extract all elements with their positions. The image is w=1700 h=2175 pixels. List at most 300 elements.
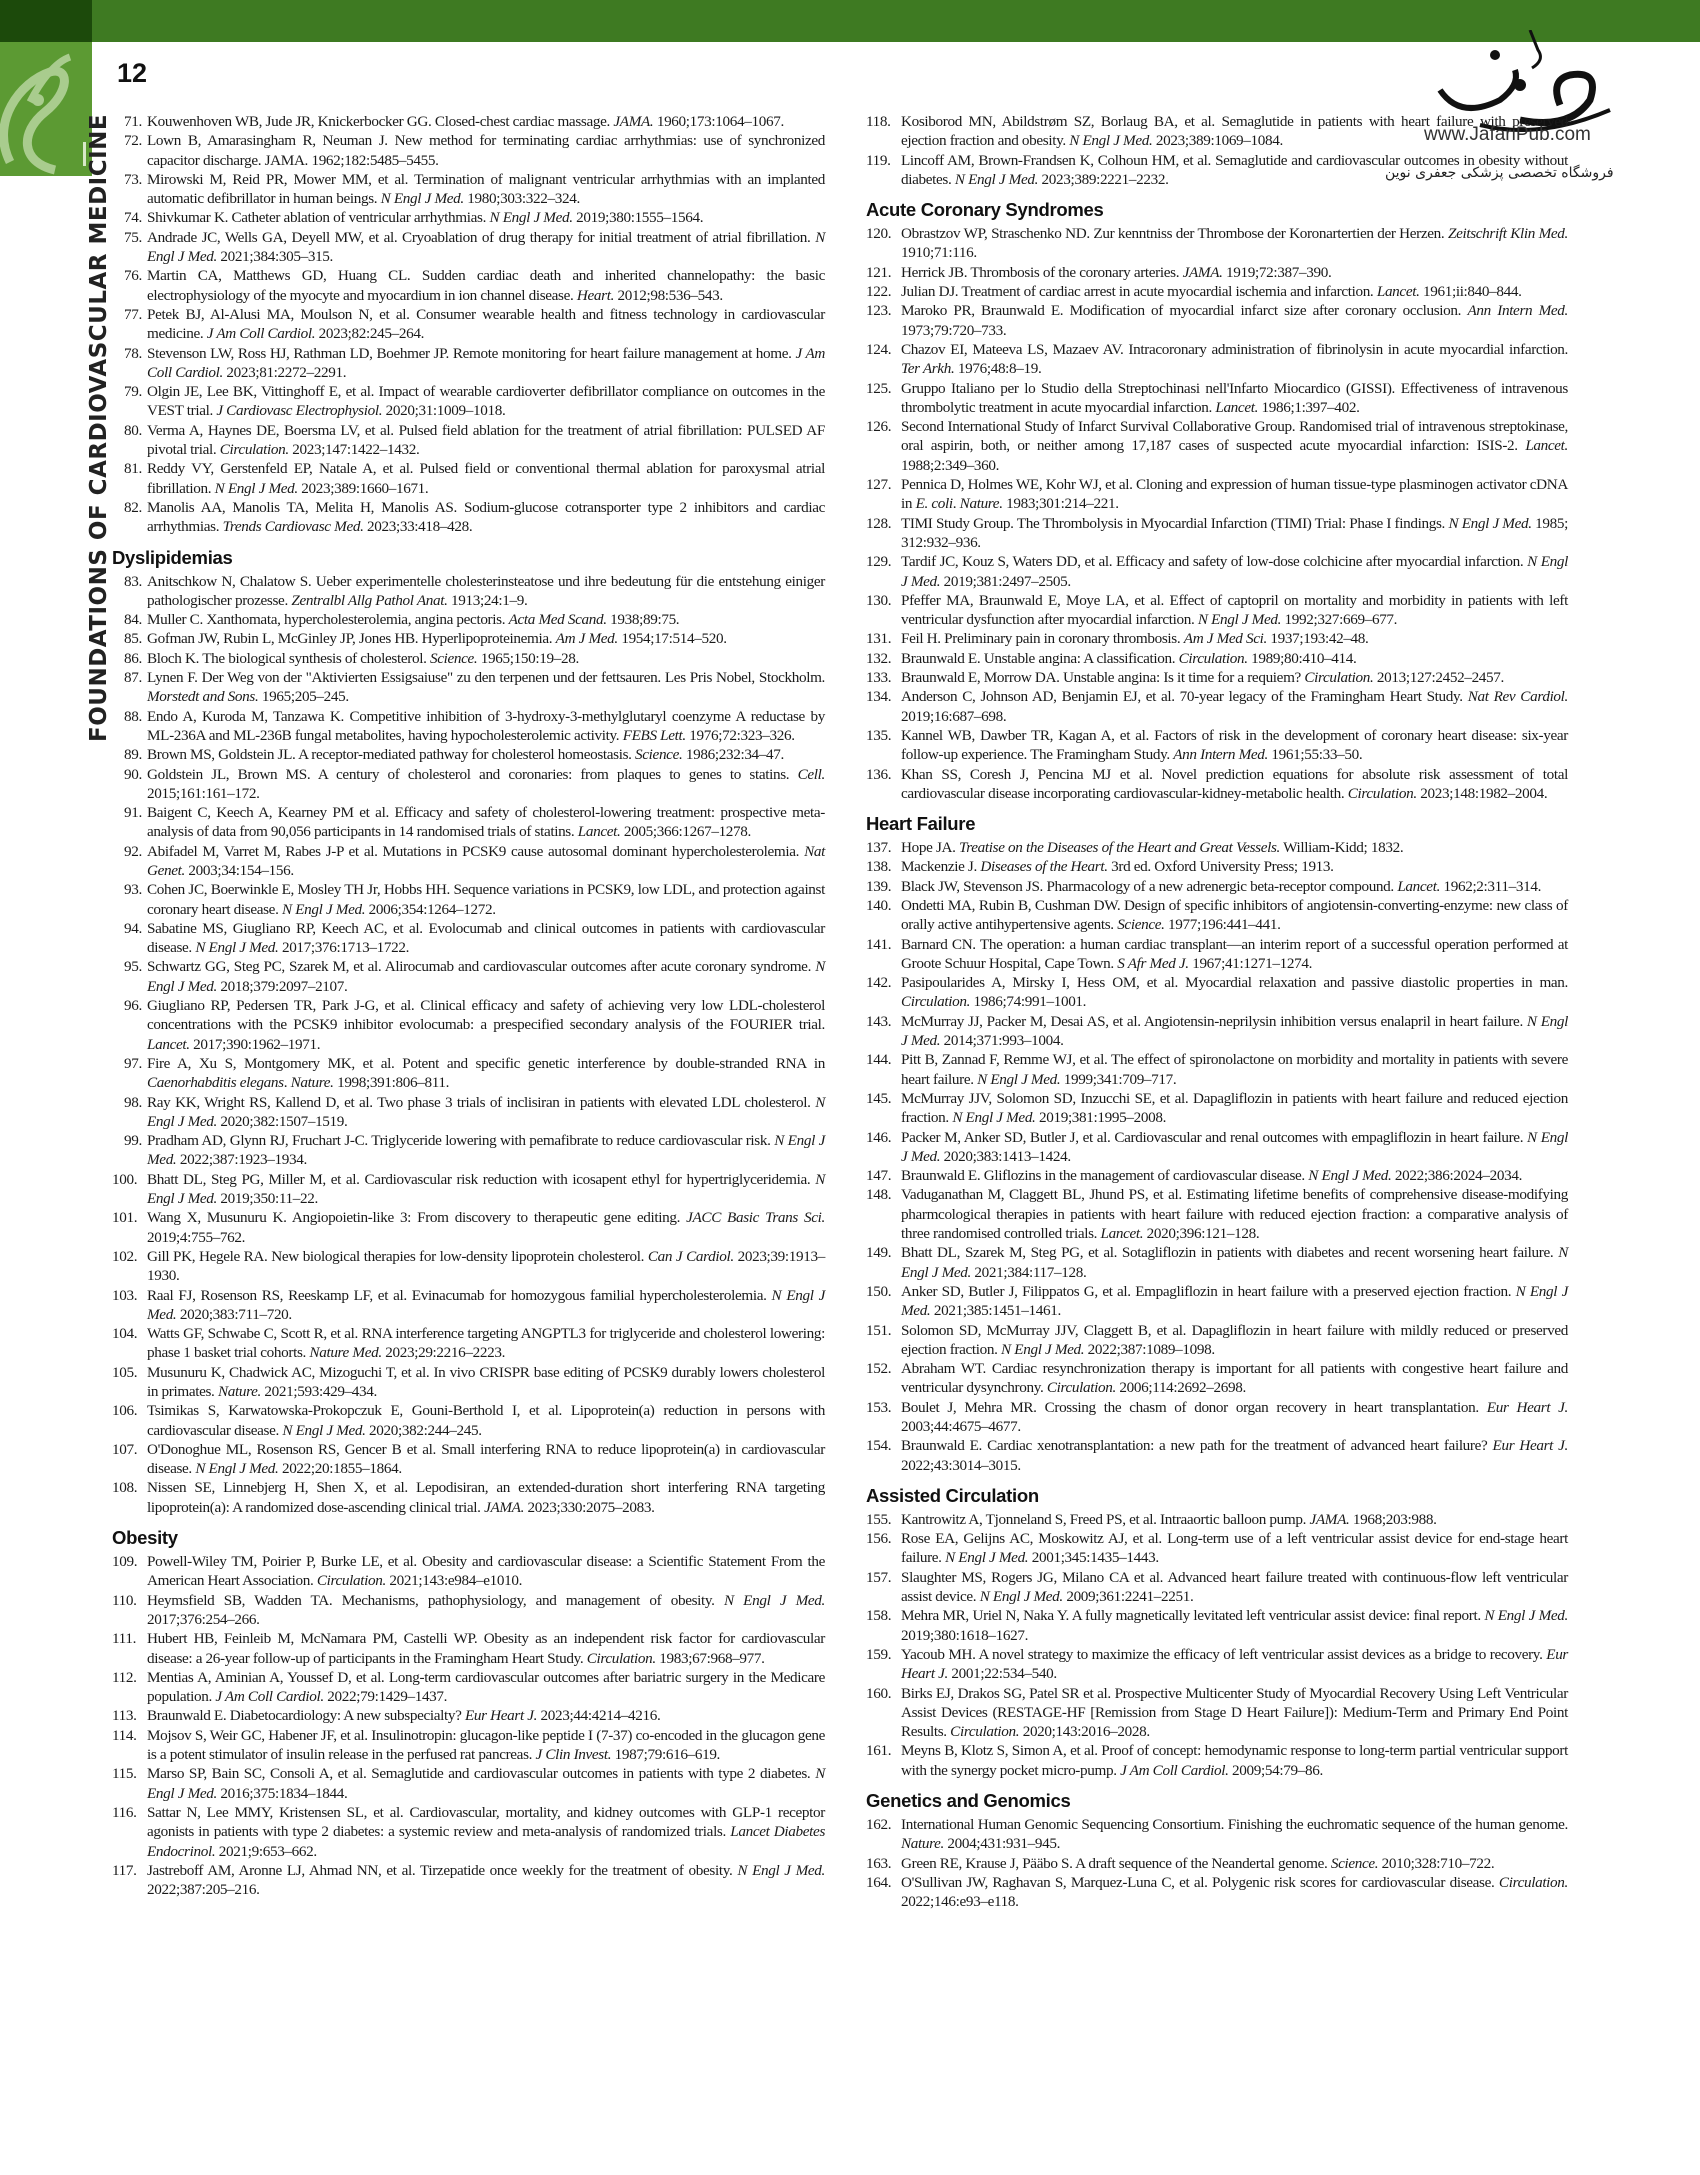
reference-text: Gofman JW, Rubin L, McGinley JP, Jones HB. Hyperlipoproteinemia. <box>147 630 556 648</box>
reference-details: 1976;72:323–326. <box>685 726 795 744</box>
reference-details: 2022;386:2024–2034. <box>1391 1167 1523 1185</box>
reference-text: Mirowski M, Reid PR, Mower MM, et al. Termination of malignant ventricular arrhythmias with an implanted automatic defibrillator in human beings. <box>147 170 825 208</box>
reference-details: 1965;150:19–28. <box>477 649 579 667</box>
reference-text: Gruppo Italiano per lo Studio della Streptochinasi nell'Infarto Miocardico (GISSI). Effectiveness of intravenous thrombolytic treatment in acute myocardial infarction. <box>901 379 1568 416</box>
reference-details: 2023;389:1660–1671. <box>297 479 429 497</box>
reference-number: 150. <box>866 1282 892 1300</box>
reference-details: 1961;55:33–50. <box>1267 746 1363 764</box>
reference-text: Mehra MR, Uriel N, Naka Y. A fully magnetically levitated left ventricular assist device: final report. <box>901 1607 1485 1625</box>
reference-details: 2010;328:710–722. <box>1378 1854 1495 1872</box>
reference-number: 108. <box>112 1479 138 1497</box>
reference-details: 2019;380:1555–1564. <box>572 209 704 227</box>
journal-title: Eur Heart J. <box>1492 1437 1568 1455</box>
reference-details: 1910;71:116. <box>901 244 977 262</box>
reference-text: Kouwenhoven WB, Jude JR, Knickerbocker GG. Closed-chest cardiac massage. <box>147 113 614 130</box>
reference-text: Anitschkow N, Chalatow S. Ueber experimentelle cholesterinsteatose und ihre bedeutung für die entstehung einiger pathologischer prozesse. <box>147 572 825 609</box>
journal-title: N Engl J Med. <box>195 1460 279 1478</box>
reference-details: . <box>952 495 960 513</box>
reference-text: Bhatt DL, Steg PG, Miller M, et al. Cardiovascular risk reduction with icosapent ethyl for hypertriglyceridemia. <box>147 1170 816 1188</box>
journal-title: Morstedt and Sons. <box>147 688 259 706</box>
reference-number: 143. <box>866 1012 892 1030</box>
journal-title: Zeitschrift Klin Med. <box>1448 225 1568 243</box>
reference-item <box>866 379 1568 418</box>
reference-text: Mentias A, Aminian A, Youssef D, et al. Long-term cardiovascular outcomes after bariatric surgery in the Medicare population. <box>147 1668 825 1706</box>
reference-text: Musunuru K, Chadwick AC, Mizoguchi T, et al. In vivo CRISPR base editing of PCSK9 durably lowers cholesterol in primates. <box>147 1363 825 1400</box>
reference-item <box>866 1684 1568 1742</box>
reference-details: 2022;387:1923–1934. <box>176 1151 307 1169</box>
journal-title: FEBS Lett. <box>622 726 686 744</box>
reference-item <box>112 208 825 227</box>
section-heading: Assisted Circulation <box>866 1484 1039 1506</box>
reference-item <box>866 973 1568 1012</box>
reference-number: 71. <box>124 113 142 130</box>
journal-title: N Engl J Med. <box>380 190 464 208</box>
reference-text: Yacoub MH. A novel strategy to maximize the efficacy of left ventricular assist devices as a bridge to recovery. <box>901 1645 1547 1663</box>
journal-title: Heart. <box>576 286 615 304</box>
reference-text: Barnard CN. The operation: a human cardiac transplant—an interim report of a successful operation performed at Groote Schuur Hospital, Cape Town. <box>901 935 1568 972</box>
journal-title: N Engl J Med. <box>147 958 825 995</box>
reference-item <box>866 877 1568 896</box>
reference-number: 144. <box>866 1051 892 1069</box>
reference-details: 2020;383:711–720. <box>176 1305 292 1323</box>
reference-number: 82. <box>124 498 142 516</box>
reference-number: 106. <box>112 1402 138 1420</box>
journal-title: Acta Med Scand. <box>508 611 607 629</box>
reference-item <box>112 880 825 919</box>
reference-text: Solomon SD, McMurray JJV, Claggett B, et al. Dapagliflozin in heart failure with mildly reduced or preserved ejection fraction. <box>901 1321 1568 1358</box>
journal-title: Science. <box>429 649 478 667</box>
reference-number: 120. <box>866 225 892 243</box>
reference-item <box>866 1321 1568 1360</box>
reference-details: 2022;43:3014–3015. <box>901 1456 1021 1474</box>
reference-number: 97. <box>124 1054 142 1072</box>
journal-title: N Engl J Med. <box>489 209 573 227</box>
journal-title: Am J Med. <box>555 630 618 648</box>
reference-item <box>866 224 1568 263</box>
journal-title: N Engl J Med. <box>147 228 825 266</box>
reference-text: Kosiborod MN, Abildstrøm SZ, Borlaug BA, et al. Semaglutide in patients with heart failure with preserved ejection fraction and obesity. <box>901 113 1568 150</box>
reference-item <box>866 1166 1568 1185</box>
reference-item <box>112 459 825 498</box>
reference-details: 2019;380:1618–1627. <box>901 1626 1029 1644</box>
reference-text: O'Sullivan JW, Raghavan S, Marquez-Luna C, et al. Polygenic risk scores for cardiovascular disease. <box>901 1873 1499 1891</box>
journal-title: J Cardiovasc Electrophysiol. <box>216 402 383 420</box>
reference-number: 156. <box>866 1530 892 1548</box>
reference-details: 1999;341:709–717. <box>1060 1070 1177 1088</box>
journal-title: N Engl J Med. <box>901 553 1568 590</box>
reference-number: 121. <box>866 263 892 281</box>
reference-item <box>112 382 825 421</box>
reference-text: Boulet J, Mehra MR. Crossing the chasm of donor organ recovery in heart transplantation. <box>901 1398 1487 1416</box>
journal-title: Nat Rev Cardiol. <box>1467 688 1568 706</box>
reference-item <box>112 1764 825 1803</box>
reference-item <box>866 687 1568 726</box>
reference-item <box>866 838 1568 857</box>
reference-details: 2023;148:1982–2004. <box>1416 784 1548 802</box>
reference-item <box>112 498 825 537</box>
reference-details: 1913;24:1–9. <box>447 591 528 609</box>
reference-details: 1976;48:8–19. <box>954 360 1042 378</box>
reference-details: 2012;98:536–543. <box>614 286 723 304</box>
journal-title: Circulation. <box>950 1723 1020 1741</box>
journal-title: J Am Coll Cardiol. <box>1120 1761 1229 1779</box>
journal-title: J Am Coll Cardiol. <box>215 1688 324 1706</box>
reference-item <box>866 475 1568 514</box>
reference-text: Gill PK, Hegele RA. New biological therapies for low-density lipoprotein cholesterol. <box>147 1247 648 1265</box>
reference-item <box>112 1591 825 1630</box>
reference-item <box>866 263 1568 282</box>
section-heading: Heart Failure <box>866 813 976 835</box>
reference-details: 2022;79:1429–1437. <box>323 1688 448 1706</box>
journal-title: Diseases of the Heart. <box>980 858 1108 876</box>
reference-text: Anderson C, Johnson AD, Benjamin EJ, et al. 70-year legacy of the Framingham Heart Study. <box>901 688 1468 706</box>
journal-title: N Engl J Med. <box>282 1421 366 1439</box>
reference-number: 87. <box>124 669 142 687</box>
reference-number: 91. <box>124 804 142 822</box>
journal-title: Science. <box>1117 916 1165 934</box>
references-left-column <box>112 112 825 1899</box>
reference-details: 2023;39:1913–1930. <box>147 1247 826 1285</box>
reference-number: 86. <box>124 649 142 667</box>
reference-details: . <box>283 1074 291 1092</box>
journal-title: Nature. <box>959 495 1003 513</box>
reference-item <box>866 591 1568 630</box>
reference-text: International Human Genomic Sequencing Consortium. Finishing the euchromatic sequence of the human genome. <box>901 1816 1568 1834</box>
reference-item <box>866 552 1568 591</box>
reference-details: 2021;385:1451–1461. <box>930 1302 1061 1320</box>
reference-details: 1954;17:514–520. <box>617 630 727 648</box>
reference-text: Slaughter MS, Rogers JG, Milano CA et al. Advanced heart failure treated with continuous-flow left ventricular assist device. <box>901 1568 1568 1606</box>
reference-details: 2019;381:1995–2008. <box>1035 1109 1167 1127</box>
journal-title: N Engl J Med. <box>214 479 298 497</box>
journal-title: Lancet. <box>1376 283 1420 301</box>
reference-text: Giugliano RP, Pedersen TR, Park J-G, et al. Clinical efficacy and safety of achieving very low LDL-cholesterol concentrations with the PCSK9 inhibitor evolocumab: a prespecified secondary analysis of the FOURIER trial. <box>147 997 825 1034</box>
reference-text: Fire A, Xu S, Montgomery MK, et al. Potent and specific genetic interference by double-stranded RNA in <box>147 1054 825 1072</box>
reference-item <box>866 282 1568 301</box>
journal-title: Lancet. <box>1100 1225 1144 1243</box>
reference-number: 109. <box>112 1553 138 1571</box>
reference-number: 152. <box>866 1360 892 1378</box>
reference-item <box>112 1726 825 1765</box>
journal-title: N Engl J Med. <box>1069 132 1153 150</box>
reference-number: 119. <box>866 151 891 169</box>
reference-number: 147. <box>866 1167 892 1185</box>
reference-number: 88. <box>124 707 142 725</box>
reference-item <box>112 649 825 668</box>
reference-text: Mackenzie J. <box>901 858 981 876</box>
section-heading: Dyslipidemias <box>112 546 233 568</box>
reference-details: 1980;303:322–324. <box>463 190 580 208</box>
reference-text: Petek BJ, Al-Alusi MA, Moulson N, et al. Consumer wearable health and fitness technology in cardiovascular medicine. <box>147 305 825 343</box>
reference-text: Baigent C, Keech A, Kearney PM et al. Efficacy and safety of cholesterol-lowering treatment: prospective meta-analysis of data from 90,056 participants in 14 randomised trials of statins. <box>147 804 825 841</box>
reference-details: 1992;327:669–677. <box>1281 611 1398 629</box>
reference-number: 93. <box>124 881 142 899</box>
reference-text: Vaduganathan M, Claggett BL, Jhund PS, et al. Estimating lifetime benefits of comprehensive disease-modifying pharmcological therapies in patients with heart failure with reduced ejection fraction: a comparative analysis of three randomised controlled trials. <box>901 1186 1568 1243</box>
reference-text: Nissen SE, Linnebjerg H, Shen X, et al. Lepodisiran, an extended-duration short interfering RNA targeting lipoprotein(a): A randomized dose-ascending clinical trial. <box>147 1479 825 1516</box>
journal-title: J Am Coll Cardiol. <box>147 344 825 381</box>
journal-title: Circulation. <box>1347 784 1417 802</box>
journal-title: N Engl J Med. <box>147 1286 825 1323</box>
journal-title: Science. <box>635 746 683 764</box>
reference-details: 2023;389:1069–1084. <box>1152 132 1283 150</box>
reference-text: O'Donoghue ML, Rosenson RS, Gencer B et al. Small interfering RNA to reduce lipoprotein(a) in cardiovascular disease. <box>147 1440 825 1478</box>
reference-details: 2021;9:653–662. <box>215 1842 317 1860</box>
reference-details: 2020;382:1507–1519. <box>216 1112 348 1130</box>
reference-number: 141. <box>866 935 892 953</box>
reference-text: Abifadel M, Varret M, Rabes J-P et al. Mutations in PCSK9 cause autosomal dominant hypercholesterolemia. <box>147 842 805 860</box>
journal-title: N Engl J Med. <box>977 1070 1061 1088</box>
reference-number: 112. <box>112 1668 137 1686</box>
reference-number: 146. <box>866 1128 892 1146</box>
reference-item <box>112 1093 825 1132</box>
reference-number: 96. <box>124 997 142 1015</box>
journal-title: Circulation. <box>1304 669 1374 687</box>
journal-title: Ter Arkh. <box>901 360 955 378</box>
reference-number: 90. <box>124 765 142 783</box>
reference-text: Maroko PR, Braunwald E. Modification of myocardial infarct size after coronary occlusion. <box>901 302 1468 320</box>
reference-item <box>866 765 1568 804</box>
reference-item <box>866 1359 1568 1398</box>
reference-text: Cohen JC, Boerwinkle E, Mosley TH Jr, Hobbs HH. Sequence variations in PCSK9, low LDL, and protection against coronary heart disease. <box>147 881 825 918</box>
reference-number: 142. <box>866 974 892 992</box>
reference-text: Goldstein JL, Brown MS. A century of cholesterol and coronaries: from plaques to genes to statins. <box>147 765 798 783</box>
reference-text: Birks EJ, Drakos SG, Patel SR et al. Prospective Multicenter Study of Myocardial Recovery Using Left Ventricular Assist Devices (RESTAGE-HF [Remission from Stage D Heart Failure]): Medium-Term and Primary End Point Results. <box>901 1684 1568 1741</box>
reference-number: 72. <box>124 132 142 150</box>
reference-text: Obrastzov WP, Straschenko ND. Zur kenntniss der Thrombose der Koronartertien der Herzen. <box>901 225 1448 243</box>
journal-title: N Engl J Med. <box>147 1093 825 1130</box>
reference-details: 1986;74:991–1001. <box>970 993 1087 1011</box>
reference-item <box>112 919 825 958</box>
reference-text: Olgin JE, Lee BK, Vittinghoff E, et al. Impact of wearable cardioverter defibrillator compliance on outcomes in the VEST trial. <box>147 383 825 420</box>
reference-details: 2021;593:429–434. <box>260 1383 377 1400</box>
reference-details: 1987;79:616–619. <box>611 1746 721 1764</box>
reference-details: 2021;384:117–128. <box>970 1263 1087 1281</box>
journal-title: Circulation. <box>1178 649 1248 667</box>
journal-title: JACC Basic Trans Sci. <box>686 1209 825 1227</box>
reference-text: Khan SS, Coresh J, Pencina MJ et al. Novel prediction equations for absolute risk assessment of total cardiovascular disease incorporating cardiovascular-kidney-metabolic health. <box>901 765 1568 802</box>
reference-number: 98. <box>124 1093 142 1111</box>
reference-text: Rose EA, Gelijns AC, Moskowitz AJ, et al. Long-term use of a left ventricular assist device for end-stage heart failure. <box>901 1530 1568 1567</box>
reference-item <box>866 1282 1568 1321</box>
reference-text: Reddy VY, Gerstenfeld EP, Natale A, et al. Pulsed field or conventional thermal ablation for paroxysmal atrial fibrillation. <box>147 460 825 497</box>
reference-item <box>866 1873 1568 1912</box>
reference-details: 2019;16:687–698. <box>901 707 1007 725</box>
reference-item <box>866 1185 1568 1243</box>
reference-number: 116. <box>112 1803 137 1821</box>
reference-item <box>112 572 825 611</box>
reference-item <box>112 1478 825 1517</box>
journal-title: Circulation. <box>586 1649 656 1667</box>
reference-number: 126. <box>866 418 892 436</box>
journal-title: N Engl J Med. <box>954 170 1039 188</box>
reference-item <box>866 857 1568 876</box>
reference-item <box>866 301 1568 340</box>
reference-details: 2014;371:993–1004. <box>940 1032 1064 1050</box>
reference-item <box>112 131 825 170</box>
reference-item <box>866 726 1568 765</box>
journal-title: N Engl J Med. <box>952 1109 1036 1127</box>
references-right-column <box>866 112 1568 1912</box>
reference-number: 94. <box>124 919 142 937</box>
reference-text: Second International Study of Infarct Survival Collaborative Group. Randomised trial of intravenous streptokinase, oral aspirin, both, or neither among 17,187 cases of suspected acute myocardial infarction: ISIS-2. <box>901 418 1568 455</box>
reference-number: 124. <box>866 340 892 358</box>
reference-details: 2021;384:305–315. <box>216 248 333 266</box>
reference-item <box>112 765 825 804</box>
reference-number: 159. <box>866 1645 892 1663</box>
journal-title: N Engl J Med. <box>901 1282 1568 1320</box>
reference-number: 137. <box>866 839 892 857</box>
reference-details: 2017;376:254–266. <box>147 1610 260 1628</box>
reference-number: 114. <box>112 1726 137 1744</box>
journal-title: JAMA. <box>1182 263 1223 281</box>
reference-text: Brown MS, Goldstein JL. A receptor-mediated pathway for cholesterol homeostasis. <box>147 746 636 764</box>
journal-title: N Engl J Med. <box>1197 611 1282 629</box>
reference-details: 2009;54:79–86. <box>1228 1761 1323 1779</box>
reference-text: Endo A, Kuroda M, Tanzawa K. Competitive inhibition of 3-hydroxy-3-methylglutaryl coenzyme A reductase by ML-236A and ML-236B fungal metabolites, having hypocholesterolemic activity. <box>147 707 825 744</box>
reference-details: 2023;33:418–428. <box>363 518 473 536</box>
reference-details: 1983;67:968–977. <box>655 1649 765 1667</box>
reference-item <box>112 344 825 383</box>
journal-title: N Engl J Med. <box>901 1128 1568 1165</box>
reference-text: Pennica D, Holmes WE, Kohr WJ, et al. Cloning and expression of human tissue-type plasminogen activator cDNA in <box>901 476 1568 513</box>
reference-item <box>866 1128 1568 1167</box>
journal-title: Nature. <box>901 1835 944 1853</box>
reference-number: 128. <box>866 514 892 532</box>
reference-details: 2020;143:2016–2028. <box>1019 1723 1150 1741</box>
reference-number: 99. <box>124 1132 142 1150</box>
reference-number: 80. <box>124 421 142 439</box>
reference-item <box>112 305 825 344</box>
reference-text: Anker SD, Butler J, Filippatos G, et al. Empagliflozin in heart failure with a preserved ejection fraction. <box>901 1282 1516 1300</box>
reference-text: Chazov EI, Mateeva LS, Mazaev AV. Intracoronary administration of fibrinolysin in acute myocardial infarction. <box>901 340 1568 358</box>
reference-item <box>866 1815 1568 1854</box>
reference-number: 160. <box>866 1684 892 1702</box>
reference-details: 2020;396:121–128. <box>1143 1225 1260 1243</box>
reference-text: Lynen F. Der Weg von der "Aktivierten Essigsaiuse" zu den terpenen und der fettsauren. Les Pris Nobel, Stockholm. <box>147 669 825 687</box>
reference-text: McMurray JJV, Solomon SD, Inzucchi SE, et al. Dapagliflozin in patients with heart failure and reduced ejection fraction. <box>901 1089 1568 1127</box>
reference-text: Tardif JC, Kouz S, Waters DD, et al. Efficacy and safety of low-dose colchicine after myocardial infarction. <box>901 553 1528 571</box>
reference-text: Green RE, Krause J, Pääbo S. A draft sequence of the Neandertal genome. <box>901 1854 1331 1872</box>
reference-number: 158. <box>866 1607 892 1625</box>
reference-text: Pasipoularides A, Mirsky I, Hess OM, et al. Myocardial relaxation and passive diastolic properties in man. <box>901 974 1568 992</box>
journal-title: N Engl J Med. <box>945 1549 1029 1567</box>
journal-title: Caenorhabditis elegans <box>147 1074 284 1092</box>
reference-item <box>112 1706 825 1725</box>
reference-text: Wang X, Musunuru K. Angiopoietin-like 3: From discovery to therapeutic gene editing. <box>147 1209 687 1227</box>
reference-text: Black JW, Stevenson JS. Pharmacology of a new adrenergic beta-receptor compound. <box>901 877 1398 895</box>
journal-title: Lancet. <box>577 823 621 841</box>
reference-number: 163. <box>866 1854 892 1872</box>
reference-number: 130. <box>866 591 892 609</box>
reference-details: 1938;89:75. <box>606 611 680 629</box>
reference-number: 134. <box>866 688 892 706</box>
reference-number: 132. <box>866 649 892 667</box>
reference-number: 127. <box>866 476 892 494</box>
reference-text: Stevenson LW, Ross HJ, Rathman LD, Boehmer JP. Remote monitoring for heart failure management at home. <box>147 344 796 362</box>
reference-details: 2019;350:11–22. <box>216 1190 318 1208</box>
reference-text: Bhatt DL, Szarek M, Steg PG, et al. Sotagliflozin in patients with diabetes and recent worsening heart failure. <box>901 1244 1559 1262</box>
reference-item <box>112 610 825 629</box>
journal-title: Ann Intern Med. <box>1467 302 1568 320</box>
chapter-logo-block <box>0 42 92 176</box>
reference-details: 2006;354:1264–1272. <box>365 900 496 918</box>
reference-details: 2022;20:1855–1864. <box>278 1460 402 1478</box>
reference-number: 89. <box>124 746 142 764</box>
journal-title: Cell. <box>797 765 825 783</box>
reference-number: 149. <box>866 1244 892 1262</box>
journal-title: Treatise on the Diseases of the Heart and Great Vessels. <box>959 839 1280 857</box>
reference-number: 155. <box>866 1510 892 1528</box>
reference-number: 92. <box>124 842 142 860</box>
reference-text: Heymsfield SB, Wadden TA. Mechanisms, pathophysiology, and management of obesity. <box>147 1591 724 1609</box>
reference-number: 118. <box>866 113 891 130</box>
reference-item <box>866 935 1568 974</box>
reference-number: 102. <box>112 1247 138 1265</box>
reference-details: 2019;4:755–762. <box>147 1228 246 1246</box>
reference-details: 1986;232:34–47. <box>682 746 784 764</box>
reference-number: 125. <box>866 379 892 397</box>
reference-number: 100. <box>112 1170 138 1188</box>
reference-details: 1985; 312:932–936. <box>901 514 1568 551</box>
reference-details: 2020;382:244–245. <box>365 1421 482 1439</box>
reference-item <box>866 151 1568 190</box>
journal-title: Eur Heart J. <box>1486 1398 1569 1416</box>
reference-item <box>112 228 825 267</box>
reference-number: 162. <box>866 1816 892 1834</box>
reference-details: 2016;375:1834–1844. <box>216 1784 348 1802</box>
journal-title: N Engl J Med. <box>281 900 366 918</box>
reference-item <box>866 668 1568 687</box>
journal-title: Nature. <box>217 1383 261 1400</box>
reference-text: TIMI Study Group. The Thrombolysis in Myocardial Infarction (TIMI) Trial: Phase I findings. <box>901 514 1449 532</box>
reference-text: Packer M, Anker SD, Butler J, et al. Cardiovascular and renal outcomes with empagliflozin in heart failure. <box>901 1128 1528 1146</box>
reference-text: Jastreboff AM, Aronne LJ, Ahmad NN, et al. Tirzepatide once weekly for the treatment of obesity. <box>147 1861 738 1879</box>
journal-title: J Clin Invest. <box>535 1746 612 1764</box>
reference-details: 1962;2:311–314. <box>1440 877 1542 895</box>
reference-item <box>112 745 825 764</box>
reference-text: Marso SP, Bain SC, Consoli A, et al. Semaglutide and cardiovascular outcomes in patients with type 2 diabetes. <box>147 1765 816 1783</box>
journal-title: N Engl J Med. <box>901 1244 1568 1281</box>
reference-item <box>112 1170 825 1209</box>
journal-title: Trends Cardiovasc Med. <box>222 518 364 536</box>
reference-item <box>866 1089 1568 1128</box>
reference-number: 76. <box>124 267 142 285</box>
reference-item <box>866 514 1568 553</box>
reference-item <box>866 1050 1568 1089</box>
reference-details: 1983;301:214–221. <box>1002 495 1119 513</box>
reference-number: 77. <box>124 305 142 323</box>
journal-title: Circulation. <box>219 441 289 459</box>
reference-details: 2022;387:1089–1098. <box>1084 1340 1215 1358</box>
reference-number: 79. <box>124 383 142 401</box>
reference-details: 2023;29:2216–2223. <box>381 1344 506 1362</box>
reference-number: 153. <box>866 1398 892 1416</box>
reference-text: Braunwald E. Gliflozins in the management of cardiovascular disease. <box>901 1167 1309 1185</box>
reference-number: 122. <box>866 283 892 301</box>
reference-number: 104. <box>112 1325 138 1343</box>
reference-item <box>866 1741 1568 1780</box>
reference-number: 85. <box>124 630 142 648</box>
reference-number: 81. <box>124 460 142 478</box>
reference-item <box>112 1440 825 1479</box>
reference-text: Lown B, Amarasingham R, Neuman J. New method for terminating cardiac arrhythmias: use of synchronized capacitor discharge. JAMA. 1962;182:5485–5455. <box>147 132 825 169</box>
reference-text: Mojsov S, Weir GC, Habener JF, et al. Insulinotropin: glucagon-like peptide I (7-37) co-encoded in the glucagon gene is a potent stimulator of insulin release in the perfused rat pancreas. <box>147 1726 825 1764</box>
reference-text: Sabatine MS, Giugliano RP, Keech AC, et al. Evolocumab and clinical outcomes in patients with cardiovascular disease. <box>147 919 825 957</box>
reference-number: 95. <box>124 958 142 976</box>
journal-title: S Afr Med J. <box>1117 954 1189 972</box>
reference-details: 1965;205–245. <box>258 688 349 706</box>
reference-details: 2017;390:1962–1971. <box>189 1035 321 1053</box>
